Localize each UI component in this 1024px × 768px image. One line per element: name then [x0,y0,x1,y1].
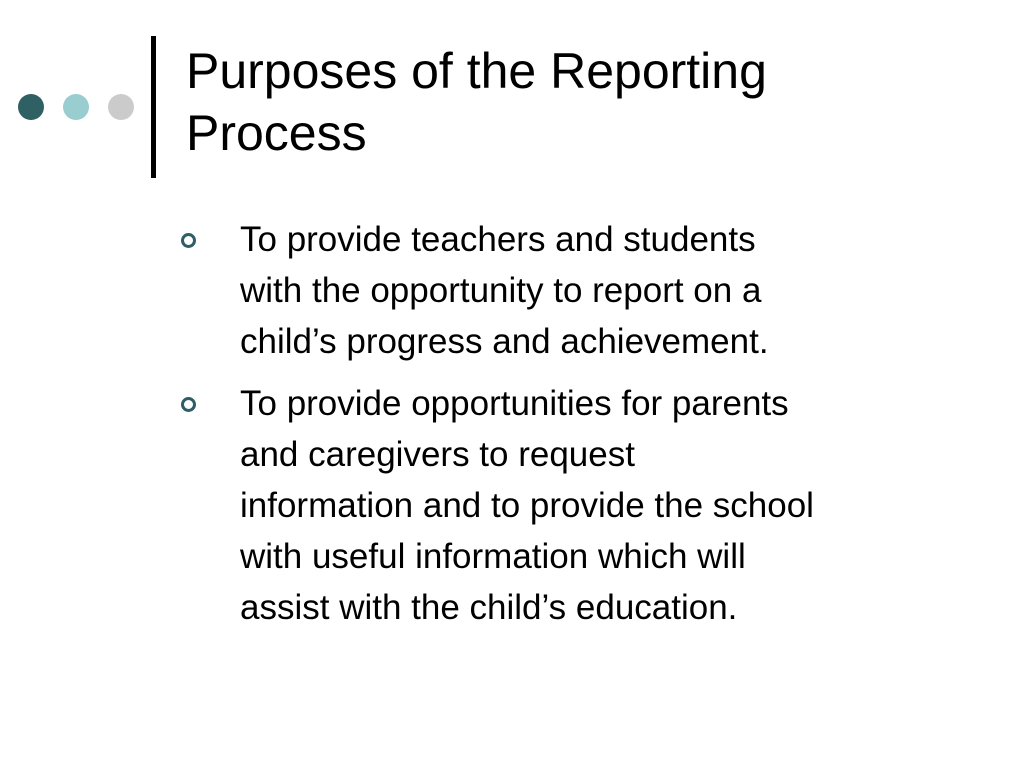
gray-dot [108,94,134,120]
light-teal-dot [63,94,89,120]
bullet-line: with the opportunity to report on a [240,271,762,310]
dark-teal-dot [18,94,44,120]
hollow-circle-icon [181,233,196,248]
decorative-dots [18,94,134,120]
bullet-line: and caregivers to request [240,435,635,474]
title-divider-line [151,36,156,178]
slide-title [186,40,986,164]
bullet-line: To provide teachers and students [240,220,756,259]
bullet-item [176,378,956,633]
bullet-line: assist with the child’s education. [240,588,738,627]
title-line-1: Purposes of the Reporting [186,43,767,99]
bullet-list [176,214,956,644]
title-line-2: Process [186,105,367,161]
bullet-line: child’s progress and achievement. [240,322,769,361]
bullet-item [176,214,956,367]
bullet-line: To provide opportunities for parents [240,384,789,423]
bullet-line: information and to provide the school [240,486,814,525]
bullet-line: with useful information which will [240,537,746,576]
hollow-circle-icon [181,397,196,412]
